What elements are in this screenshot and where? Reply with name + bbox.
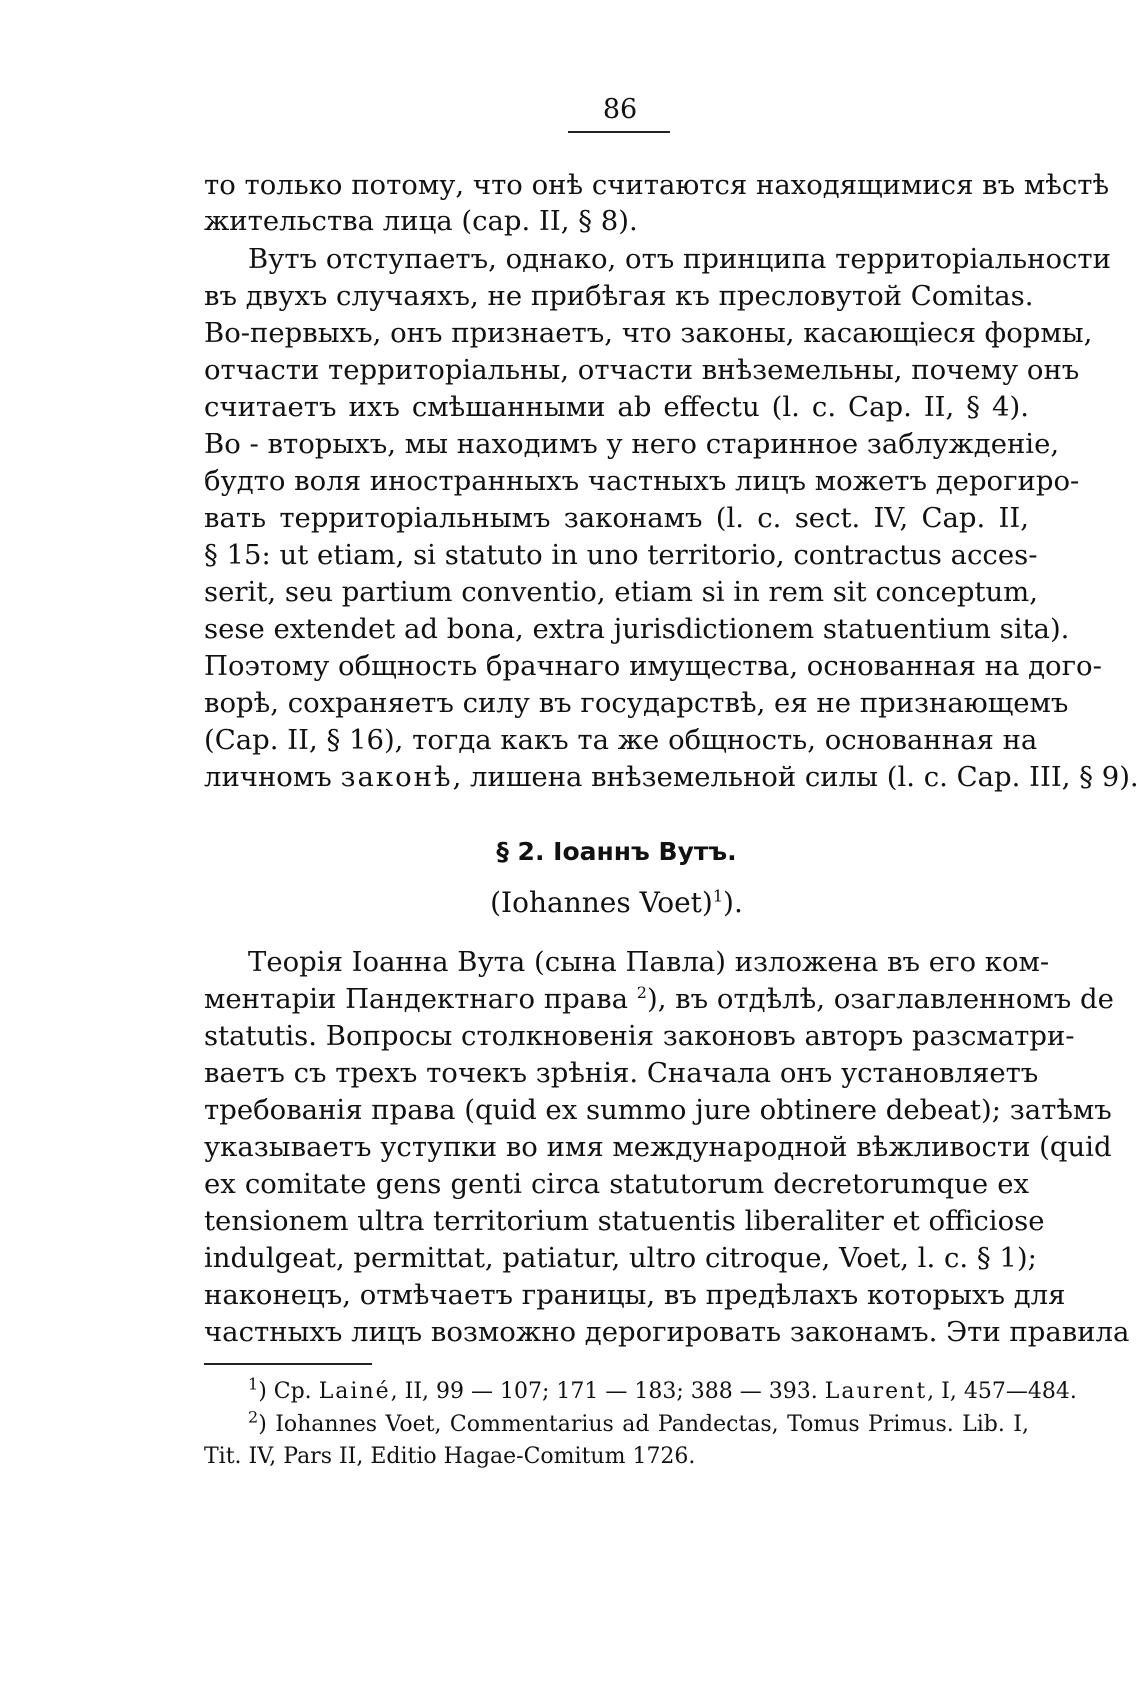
section-heading: § 2. Іоаннъ Вутъ. [496, 837, 737, 866]
text-line: отчасти территоріальны, отчасти внѣземельны, почему онъ [204, 354, 1080, 386]
footnote-2 [204, 1409, 1029, 1441]
footnote-2-continuation: Tit. IV, Pars II, Editio Hagae-Comitum 1726. [204, 1444, 696, 1469]
text-run: , II, 99 — 107; 171 — 183; 388 — 393. [390, 1379, 818, 1404]
text-run: ) Cp. [258, 1379, 312, 1404]
text-line: Во - вторыхъ, мы находимъ у него старинное заблужденіе, [204, 428, 1060, 460]
text-line: ex comitate gens genti circa statutorum decretorumque ex [204, 1168, 1029, 1200]
text-line: въ двухъ случаяхъ, не прибѣгая къ пресловутой Comitas. [204, 280, 1034, 312]
cited-author: Lainé [318, 1379, 391, 1404]
footnote-ref: 1 [712, 886, 724, 906]
cited-author: Laurent [824, 1379, 928, 1404]
section-subheading: (Iohannes Voet)$^1$). [490, 886, 743, 919]
text-line: считаетъ ихъ смѣшанными ab effectu (l. c. Cap. II, § 4). [204, 391, 1029, 423]
text-line [204, 979, 1114, 1019]
text-line: Во-первыхъ, онъ признаетъ, что законы, касающіеся формы, [204, 317, 1093, 349]
footnote-rule [204, 1363, 372, 1365]
text-run: ) Iohannes Voet, Commentarius ad Pandectas, Tomus Primus. Lib. I, [258, 1412, 1029, 1437]
text-line: требованія права (quid ex summo jure obtinere debeat); затѣмъ [204, 1094, 1112, 1126]
text-run: , I, 457—484. [927, 1379, 1077, 1404]
spaced-word: законѣ [340, 761, 453, 793]
text-line: Поэтому общность брачнаго имущества, основанная на дого- [204, 650, 1102, 682]
text-line: Вутъ отступаетъ, однако, отъ принципа территоріальности [248, 243, 1111, 275]
footnote-marker: 2 [248, 1407, 259, 1427]
text-line: вать территоріальнымъ законамъ (l. c. sect. IV, Cap. II, [204, 502, 1029, 534]
text-line: частныхъ лицъ возможно дерогировать законамъ. Эти правила [204, 1316, 1130, 1348]
text-run: , лишена внѣземельной силы (l. c. Cap. III, § 9). [452, 761, 1139, 793]
text-line: serit, seu partium conventio, etiam si in rem sit conceptum, [204, 576, 1038, 608]
text-line: sese extendet ad bona, extra jurisdictionem statuentium sita). [204, 613, 1070, 645]
text-line: жительства лица (cap. II, § 8). [204, 205, 638, 237]
footnote-ref: 2 [636, 982, 647, 1002]
text-line: то только потому, что онѣ считаются находящимися въ мѣстѣ [204, 169, 1110, 201]
text-line: statutis. Вопросы столкновенія законовъ авторъ разсматри- [204, 1020, 1075, 1052]
text-line: tensionem ultra territorium statuentis liberaliter et officiose [204, 1205, 1045, 1237]
text-line: Теорія Іоанна Вута (сына Павла) изложена въ его ком- [248, 946, 1050, 978]
text-line: ваетъ съ трехъ точекъ зрѣнія. Сначала онъ установляетъ [204, 1057, 1039, 1089]
text-line: указываетъ уступки во имя международной вѣжливости (quid [204, 1131, 1112, 1163]
latin-name: (Iohannes Voet) [490, 886, 713, 919]
text-line: (Cap. II, § 16), тогда какъ та же общность, основанная на [204, 724, 1038, 756]
text-run: личномъ [204, 761, 332, 793]
page-number: 86 [602, 94, 638, 125]
footnote-marker: 1 [248, 1374, 259, 1394]
text-line: наконецъ, отмѣчаетъ границы, въ предѣлахъ которыхъ для [204, 1279, 1066, 1311]
text-run: ), въ отдѣлѣ, озаглавленномъ de [646, 983, 1114, 1015]
text-line: будто воля иностранныхъ частныхъ лицъ можетъ дерогиро- [204, 465, 1080, 497]
text-line: § 15: ut etiam, si statuto in uno territorio, contractus acces- [204, 539, 1038, 571]
page-number-rule [568, 131, 670, 133]
text-run: ментаріи Пандектнаго права [204, 983, 629, 1015]
footnote-1 [204, 1374, 1077, 1408]
text-line: indulgeat, permittat, patiatur, ultro citroque, Voet, l. c. § 1); [204, 1242, 1037, 1274]
text-line: ворѣ, сохраняетъ силу въ государствѣ, ея не признающемъ [204, 687, 1069, 719]
text-line [204, 757, 1139, 797]
